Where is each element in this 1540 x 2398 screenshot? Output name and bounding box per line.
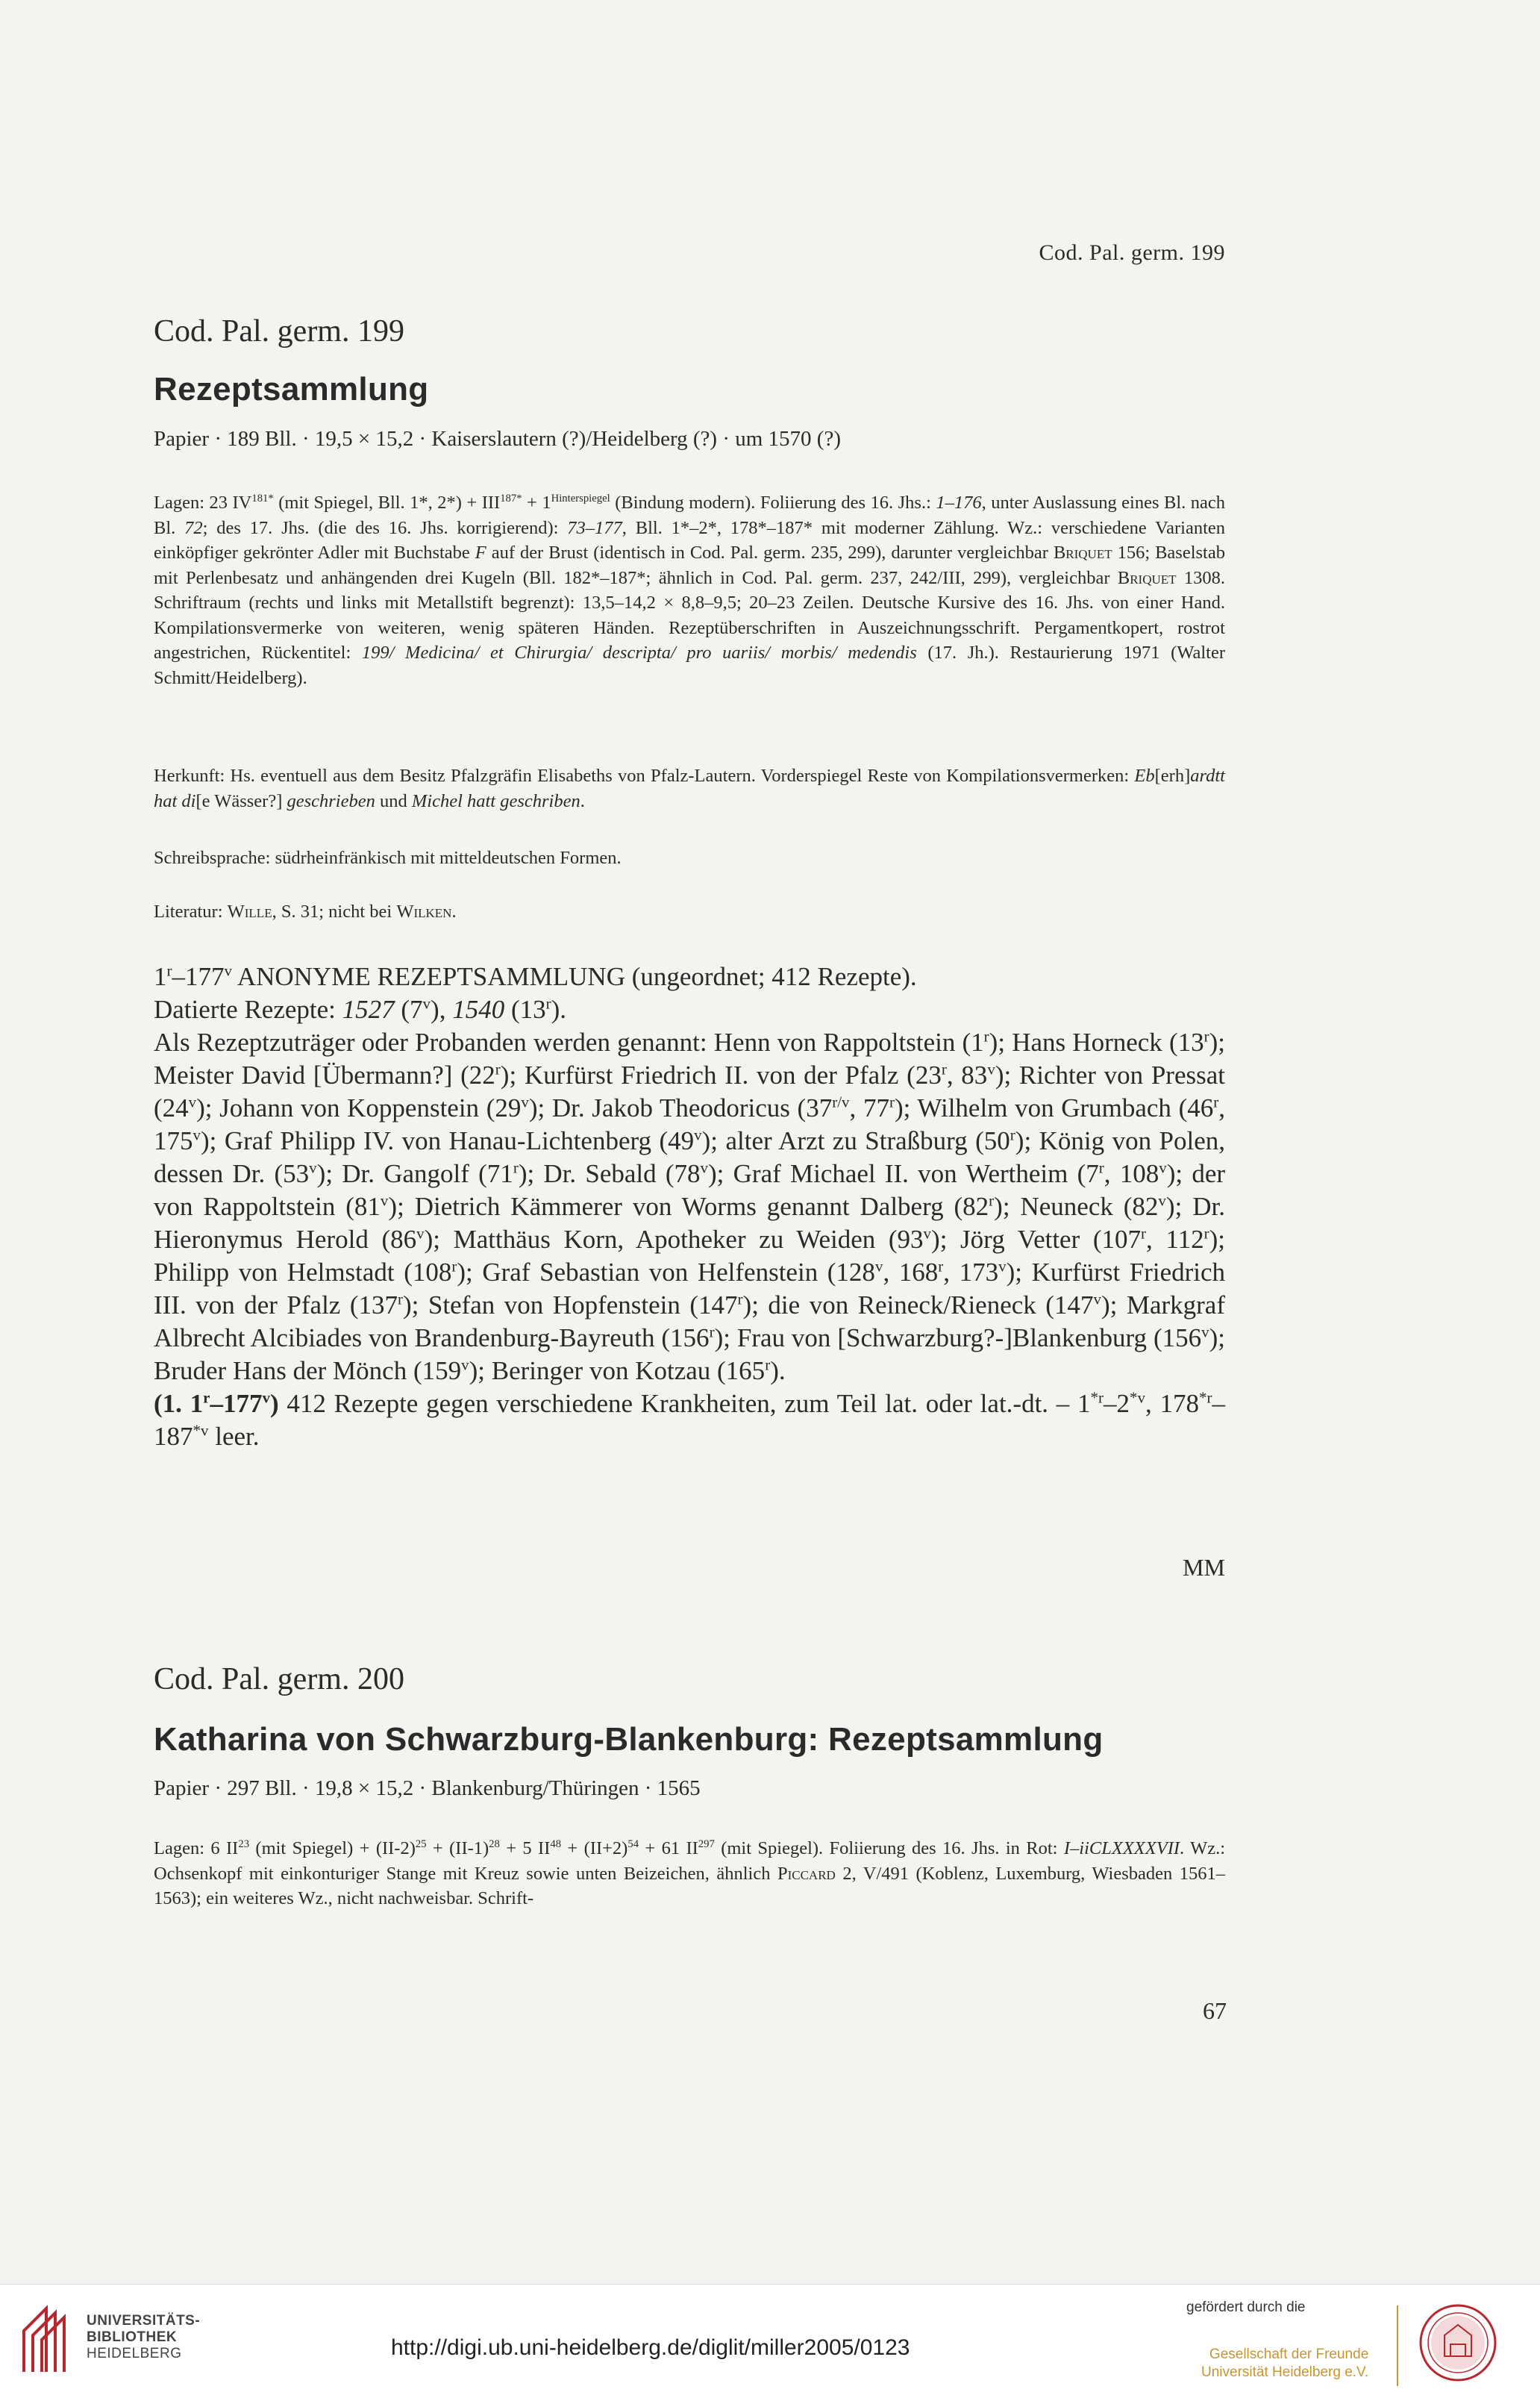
contributor-text: ). [770, 1356, 786, 1385]
contributor-text: , 77 [849, 1093, 889, 1122]
folio-side: r [1010, 1125, 1015, 1144]
folio-side: v [874, 1257, 883, 1276]
library-logo-icon[interactable] [16, 2301, 75, 2376]
folio-side: r [737, 1290, 743, 1308]
entry1-herkunft-paragraph: Herkunft: Hs. eventuell aus dem Besitz Pfalzgräfin Elisabeths von Pfalz-Lautern. Vorderspiegel Reste von Kompilationsvermerken: Eb[erh]ardtt hat di[e Wässer?] geschrieben und Michel hatt geschriben. [154, 766, 1225, 811]
entry2-lagen-paragraph: Lagen: 6 II$^{23}$ (mit Spiegel) + $(II-2)^{25} + (II-1)^{28} + 5$ $II^{48} + (II+2)^{54} + 61$ II$^{297}$ (mit Spiegel). Foliierung des 16. Jhs. in Rot: I–iiCLXXXXVII. Wz.: Ochsenkopf mit einkonturiger Stange mit Kreuz sowie unten Beizeichen, ähnlich Piccard 2, V/491 (Koblenz, Luxemburg, Wiesbaden 1561–1563); ein weiteres Wz., nicht nachweisbar. Schrift- [154, 1837, 1226, 1908]
society-name[interactable]: Gesellschaft der Freunde Universität Heidelberg e.V. [1201, 2347, 1369, 2380]
contributor-text: ); Graf Sebastian von Helfenstein (128 [457, 1258, 875, 1287]
page-number: 67 [1203, 1997, 1227, 2024]
contributor-text: ); Johann von Koppenstein (29 [196, 1093, 522, 1122]
folio-side: v [700, 1158, 709, 1177]
folio-side: v [188, 1093, 197, 1111]
folio-side: v [416, 1224, 425, 1243]
recipe-contributors-list [154, 1026, 1225, 1387]
folio-side: r/v [832, 1093, 850, 1111]
entry2-physical-description: Papier · 297 Bll. · 19,8 × 15,2 · Blankenburg/Thüringen · 1565 [154, 1776, 701, 1800]
viewer-footer [0, 2284, 1540, 2398]
folio-side: r [495, 1060, 501, 1078]
contributor-text: ); der von Rappoltstein (81 [154, 1159, 1226, 1221]
library-name: UNIVERSITÄTS- BIBLIOTHEK HEIDELBERG [87, 2313, 201, 2361]
contributor-text: ); Jörg Vetter (107 [931, 1225, 1142, 1254]
folio-side: r [1213, 1093, 1219, 1111]
contributor-text: ); die von Reineck/Rieneck (147 [742, 1290, 1094, 1320]
folio-side: v [521, 1093, 529, 1111]
folio-side: r [941, 1060, 947, 1078]
contributor-text: ); Kurfürst Friedrich III. von der Pfalz (137 [154, 1258, 1226, 1320]
folio-side: r [765, 1355, 771, 1374]
entry1-literatur: Literatur: Wille, S. 31; nicht bei Wilken. [154, 902, 457, 922]
entry1-title: Rezeptsammlung [154, 371, 429, 408]
contributor-text: ); Graf Michael II. von Wertheim (7 [708, 1159, 1099, 1188]
contributor-text: ); Neuneck (82 [994, 1192, 1159, 1221]
contributor-text: ); Philipp von Helmstadt (108 [154, 1225, 1225, 1287]
contributor-text: , 83 [946, 1061, 988, 1090]
contributor-text: , 108 [1104, 1159, 1159, 1188]
contributor-text: ); Stefan von Hopfenstein (147 [403, 1290, 738, 1320]
contributor-text: ); Hans Horneck (13 [989, 1028, 1204, 1057]
entry1-lagen-paragraph: Lagen: 23 $IV^{181*}$ (mit Spiegel, Bll. 1*, $2*) + III^{187*} + 1^{Hinterspiegel}$ (Bindung modern). Foliierung des 16. Jhs.: 1–176, unter Auslassung eines Bl. nach Bl. 72; des 17. Jhs. (die des 16. Jhs. korrigierend): 73–177, Bll. 1*–2*, 178*–187* mit moderner Zählung. Wz.: verschiedene Varianten einköpfiger gekrönter Adler mit Buchstabe F auf der Brust (identisch in Cod. Pal. germ. 235, 299), darunter vergleichbar Briquet 156; Baselstab mit Perlenbesatz und anhängenden drei Kugeln (Bll. 182*–187*; ähnlich in Cod. Pal. germ. 237, 242/III, 299), vergleichbar Briquet 1308. Schriftraum (rechts und links mit Metallstift begrenzt): 13,5–14,2 × 8,8–9,5; 20–23 Zeilen. Deutsche Kursive des 16. Jhs. von einer Hand. Kompilationsvermerke von weiteren, wenig späteren Händen. Rezeptüberschriften in Auszeichnungsschrift. Pergamentkopert, rostrot angestrichen, Rückentitel: 199/ Medicina/ et Chirurgia/ descripta/ pro uariis/ morbis/ medendis (17. Jh.). Restaurierung 1971 (Walter Schmitt/Heidelberg). [154, 492, 1226, 688]
contributor-text: Als Rezeptzuträger oder Probanden werden genannt: Henn von Rappoltstein (1 [154, 1028, 984, 1057]
entry1-contents [154, 961, 1225, 1453]
contributor-text: , 173 [943, 1258, 999, 1287]
entry2-title: Katharina von Schwarzburg-Blankenburg: Rezeptsammlung [154, 1721, 1104, 1758]
folio-side: v [1159, 1158, 1167, 1177]
contributor-text: ); Frau von [Schwarzburg?-]Blankenburg (156 [714, 1323, 1202, 1352]
entry1-schreibsprache: Schreibsprache: südrheinfränkisch mit mitteldeutschen Formen. [154, 848, 622, 868]
contributor-text: ); König von Polen, dessen Dr. (53 [154, 1126, 1226, 1188]
contributor-text: ); Kurfürst Friedrich II. von der Pfalz (23 [500, 1061, 942, 1090]
folio-side: r [513, 1158, 519, 1177]
contributor-text: , 112 [1146, 1225, 1204, 1254]
folio-side: v [461, 1355, 469, 1374]
contents-heading: 1$^r$–177$^v$ ANONYME REZEPTSAMMLUNG (ungeordnet; 412 Rezepte). [154, 961, 917, 991]
folio-side: r [709, 1323, 715, 1341]
folio-side: r [983, 1027, 989, 1046]
entry1-physical-description: Papier · 189 Bll. · 19,5 × 15,2 · Kaiserslautern (?)/Heidelberg (?) · um 1570 (?) [154, 427, 841, 451]
contributor-text: ); Meister David [Übermann?] (22 [154, 1028, 1226, 1090]
folio-side: v [1158, 1191, 1166, 1210]
folio-side: r [451, 1257, 457, 1276]
folio-side: v [998, 1257, 1007, 1276]
contributor-text: ); Graf Philipp IV. von Hanau-Lichtenberg (49 [201, 1126, 695, 1155]
entry2-signature: Cod. Pal. germ. 200 [154, 1662, 404, 1696]
university-seal-icon [1418, 2302, 1498, 2383]
folio-side: v [380, 1191, 389, 1210]
contributor-text: ); Dr. Sebald (78 [518, 1159, 701, 1188]
contributor-text: , 175 [154, 1093, 1225, 1155]
folio-side: r [398, 1290, 403, 1308]
folio-side: r [1141, 1224, 1147, 1243]
contributor-text: ); Dietrich Kämmerer von Worms genannt Dalberg (82 [388, 1192, 989, 1221]
contributor-text: ); Dr. Jakob Theodoricus (37 [528, 1093, 833, 1122]
contributor-text: ); Dr. Hieronymus Herold (86 [154, 1192, 1225, 1254]
folio-side: v [694, 1125, 702, 1144]
contributor-text: , 168 [883, 1258, 939, 1287]
folio-side: v [987, 1060, 995, 1078]
folio-side: r [1098, 1158, 1104, 1177]
folio-side: v [309, 1158, 317, 1177]
folio-side: v [923, 1224, 932, 1243]
contributor-text: ); Wilhelm von Grumbach (46 [894, 1093, 1214, 1122]
folio-side: r [938, 1257, 944, 1276]
folio-side: v [1093, 1290, 1101, 1308]
contributor-text: ); Richter von Pressat (24 [154, 1061, 1225, 1122]
entry1-author-initials: MM [1183, 1554, 1225, 1581]
contents-summary: (1. 1$^r$–177$^v$) 412 Rezepte gegen verschiedene Krankheiten, zum Teil lat. oder lat.-dt. – 1$^{*r}$–2$^{*v}$, 178$^{*r}$–187$^{*v}$ leer. [154, 1388, 1226, 1451]
entry1-signature: Cod. Pal. germ. 199 [154, 314, 404, 349]
folio-side: r [989, 1191, 995, 1210]
contributor-text: ); Beringer von Kotzau (165 [469, 1356, 766, 1385]
dated-recipes: Datierte Rezepte: 1527 (7$^v$), 1540 (13$^r$). [154, 994, 567, 1024]
footer-divider [1397, 2305, 1398, 2386]
folio-side: v [1201, 1323, 1209, 1341]
contributor-text: ); Matthäus Korn, Apotheker zu Weiden (93 [424, 1225, 924, 1254]
folio-side: r [1203, 1027, 1209, 1046]
contributor-text: ); alter Arzt zu Straßburg (50 [701, 1126, 1010, 1155]
folio-side: r [889, 1093, 895, 1111]
running-head: Cod. Pal. germ. 199 [1039, 240, 1225, 265]
funded-by-label: gefördert durch die [1186, 2299, 1306, 2315]
permalink-url[interactable]: http://digi.ub.uni-heidelberg.de/diglit/miller2005/0123 [391, 2335, 910, 2360]
folio-side: v [192, 1125, 201, 1144]
contributor-text: ); Bruder Hans der Mönch (159 [154, 1323, 1225, 1385]
folio-side: r [1203, 1224, 1209, 1243]
contributor-text: ); Dr. Gangolf (71 [316, 1159, 513, 1188]
contributor-text: ); Markgraf Albrecht Alcibiades von Brandenburg-Bayreuth (156 [154, 1290, 1225, 1352]
